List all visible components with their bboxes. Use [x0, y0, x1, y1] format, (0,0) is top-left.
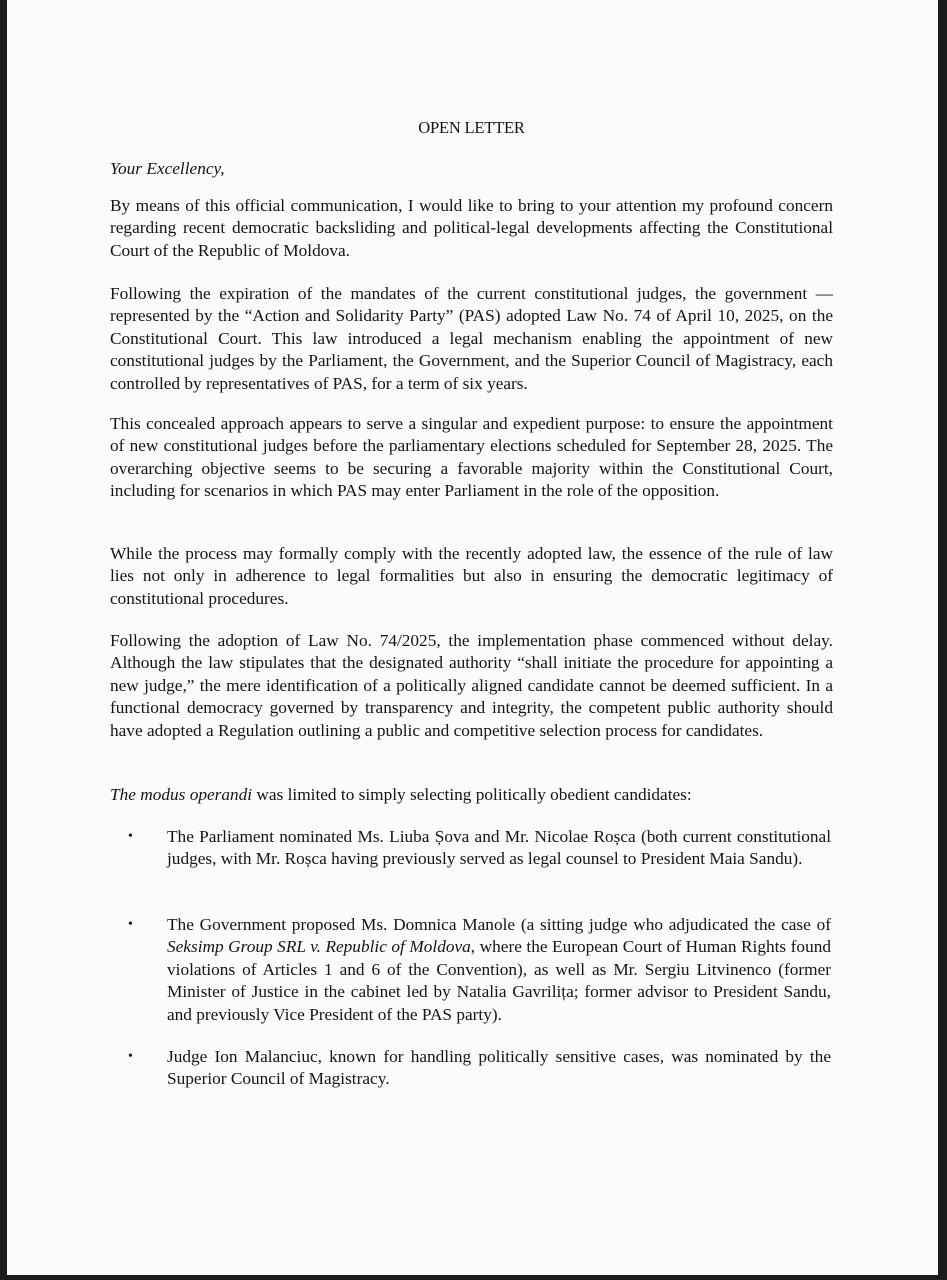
paragraph-modus-operandi — [110, 784, 833, 806]
document-page — [7, 0, 938, 1275]
modus-operandi-italic: The modus operandi — [110, 785, 253, 804]
list-item-text: The Parliament nominated Ms. Liuba Șova and Mr. Nicolae Roșca (both current constitutional judges, with Mr. Roșca having previously served as legal counsel to President Maia Sandu). — [167, 827, 831, 869]
list-item-text — [167, 914, 831, 1026]
paragraph-intro: By means of this official communication, I would like to bring to your attention my profound concern regarding recent democratic backsliding and political-legal developments affecting the Constitutional Court of the Republic of Moldova. — [110, 196, 833, 260]
paragraph-implementation: Following the adoption of Law No. 74/2025, the implementation phase commenced without delay. Although the law stipulates that the designated authority “shall initiate the procedure for appointing a new judge,” the mere identification of a politically aligned candidate cannot be deemed sufficient. In a functional democracy governed by transparency and integrity, the competent public authority should have adopted a Regulation outlining a public and competitive selection process for candidates. — [110, 631, 833, 740]
modus-operandi-text: was limited to simply selecting politically obedient candidates: — [252, 785, 692, 804]
letter-title: OPEN LETTER — [418, 118, 525, 137]
case-name-italic: Seksimp Group SRL v. Republic of Moldova — [167, 937, 471, 957]
paragraph-concealed-approach: This concealed approach appears to serve a singular and expedient purpose: to ensure the appointment of new constitutional judges before the parliamentary elections scheduled for September 28, 2025. The overarching objective seems to be securing a favorable majority within the Constitutional Court, including for scenarios in which PAS may enter Parliament in the role of the opposition. — [110, 414, 833, 501]
bullet-icon: • — [128, 1049, 133, 1064]
paragraph-rule-of-law: While the process may formally comply with the recently adopted law, the essence of the rule of law lies not only in adherence to legal formalities but also in ensuring the democratic legitimacy of constitutional procedures. — [110, 544, 833, 608]
list-item-text: Judge Ion Malanciuc, known for handling politically sensitive cases, was nominated by the Superior Council of Magistracy. — [167, 1047, 831, 1089]
paragraph-law-74: Following the expiration of the mandates of the current constitutional judges, the government — represented by the “Action and Solidarity Party” (PAS) adopted Law No. 74 of April 10, 2025, on the Constitutional Court. This law introduced a legal mechanism enabling the appointment of new constitutional judges by the Parliament, the Government, and the Superior Council of Magistracy, each controlled by representatives of PAS, for a term of six years. — [110, 284, 833, 393]
bullet-icon: • — [128, 829, 133, 844]
salutation: Your Excellency, — [110, 159, 225, 178]
text-before-case: The Government proposed Ms. Domnica Manole (a sitting judge who adjudicated the case of — [167, 915, 831, 934]
bullet-icon: • — [128, 917, 133, 932]
text-after-case: , where the European Court of Human Rights found violations of Articles 1 and 6 of the Convention), as well as Mr. Sergiu Litvinenco (former Minister of Justice in the cabinet led by Natalia Gavrilița; former advisor to President Sandu, and previously Vice President of the PAS party). — [167, 937, 831, 1024]
